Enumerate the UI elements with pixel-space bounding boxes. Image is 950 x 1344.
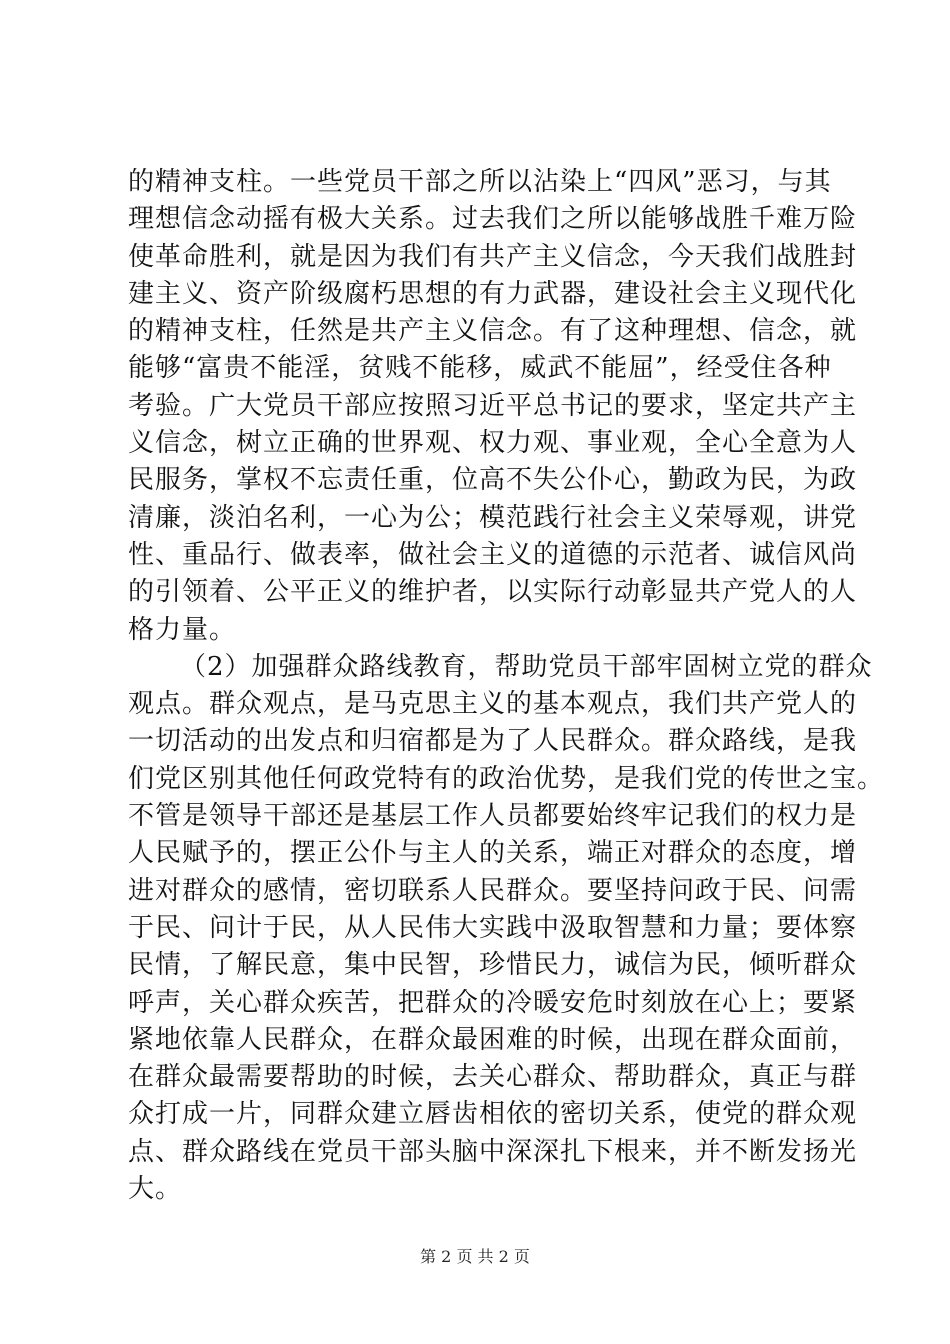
text-line: 理想信念动摇有极大关系。过去我们之所以能够战胜千难万险 [128, 204, 858, 235]
page-number: 第 2 页 共 2 页 [420, 1247, 530, 1266]
text-line: 一切活动的出发点和归宿都是为了人民群众。群众路线，是我 [128, 726, 858, 757]
text-line: 使革命胜利，就是因为我们有共产主义信念，今天我们战胜封 [128, 241, 858, 272]
text-line: 呼声，关心群众疾苦，把群众的冷暖安危时刻放在心上；要紧 [128, 987, 858, 1018]
text-line: 于民、问计于民，从人民伟大实践中汲取智慧和力量；要体察 [128, 912, 858, 943]
text-line: 紧地依靠人民群众，在群众最困难的时候，出现在群众面前， [128, 1024, 858, 1055]
page-footer [0, 1244, 950, 1267]
text-line: 点、群众路线在党员干部头脑中深深扎下根来，并不断发扬光 [128, 1136, 858, 1167]
text-line: 的精神支柱，任然是共产主义信念。有了这种理想、信念，就 [128, 316, 858, 347]
document-body [128, 164, 885, 1208]
text-line: 义信念，树立正确的世界观、权力观、事业观，全心全意为人 [128, 428, 858, 459]
text-line: 格力量。 [128, 614, 237, 645]
text-line: 的引领着、公平正义的维护者，以实际行动彰显共产党人的人 [128, 577, 858, 608]
text-line: 大。 [128, 1174, 183, 1205]
text-line: 们党区别其他任何政党特有的政治优势，是我们党的传世之宝。 [128, 763, 885, 794]
text-line: 性、重品行、做表率，做社会主义的道德的示范者、诚信风尚 [128, 539, 858, 570]
text-line: 不管是领导干部还是基层工作人员都要始终牢记我们的权力是 [128, 801, 858, 832]
text-line: 能够“富贵不能淫，贫贱不能移，威武不能屈”，经受住各种 [128, 353, 832, 384]
text-line: 考验。广大党员干部应按照习近平总书记的要求，坚定共产主 [128, 390, 858, 421]
text-line: 民服务，掌权不忘责任重，位高不失公仆心，勤政为民，为政 [128, 465, 858, 496]
text-line: 进对群众的感情，密切联系人民群众。要坚持问政于民、问需 [128, 875, 858, 906]
text-line: 在群众最需要帮助的时候，去关心群众、帮助群众，真正与群 [128, 1062, 858, 1093]
text-line: 众打成一片，同群众建立唇齿相依的密切关系，使党的群众观 [128, 1099, 858, 1130]
text-line: 民情，了解民意，集中民智，珍惜民力，诚信为民，倾听群众 [128, 950, 858, 981]
text-line: 观点。群众观点，是马克思主义的基本观点，我们共产党人的 [128, 689, 858, 720]
text-line: 人民赋予的，摆正公仆与主人的关系，端正对群众的态度，增 [128, 838, 858, 869]
text-line: 的精神支柱。一些党员干部之所以沾染上“四风”恶习，与其 [128, 167, 832, 197]
paragraph-start-line: （2）加强群众路线教育，帮助党员干部牢固树立党的群众 [180, 651, 873, 682]
text-line: 建主义、资产阶级腐朽思想的有力武器，建设社会主义现代化 [128, 278, 858, 309]
text-line: 清廉，淡泊名利，一心为公；模范践行社会主义荣辱观，讲党 [128, 502, 858, 533]
